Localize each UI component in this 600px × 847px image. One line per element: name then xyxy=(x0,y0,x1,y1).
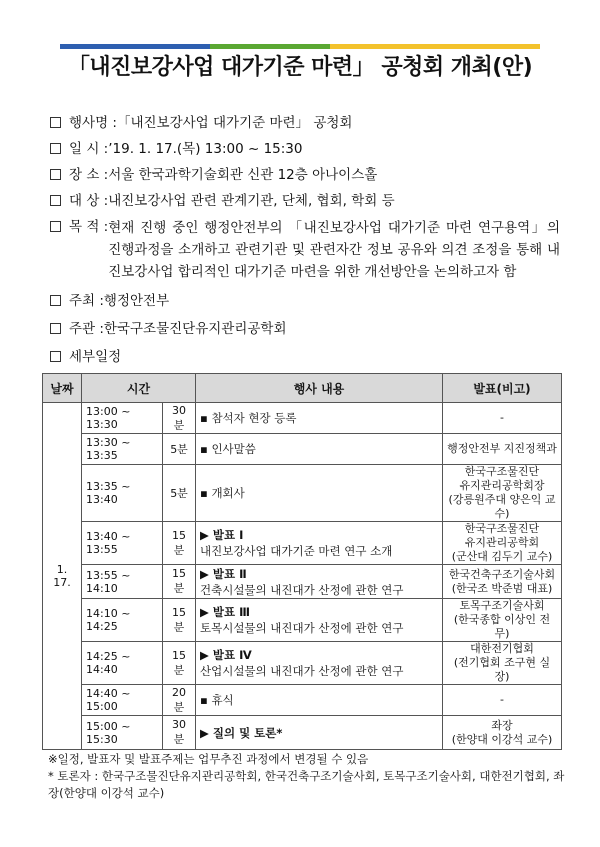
time-cell: 15:00 ~ 15:30 xyxy=(82,716,163,750)
checkbox-icon xyxy=(50,169,61,180)
note-cell: - xyxy=(443,685,562,716)
note-cell: - xyxy=(443,403,562,434)
duration-cell: 20분 xyxy=(163,685,196,716)
checkbox-icon xyxy=(50,117,61,128)
note-line: ※일정, 발표자 및 발표주제는 업무추진 과정에서 변경될 수 있음 xyxy=(48,752,369,766)
event-subtitle: 토목시설물의 내진대가 산정에 관한 연구 xyxy=(200,621,404,635)
table-row xyxy=(43,465,562,522)
title-accent-yellow xyxy=(330,44,540,49)
checkbox-icon xyxy=(50,221,61,232)
event-title: ▪ 인사말씀 xyxy=(200,442,256,456)
time-cell: 13:30 ~ 13:35 xyxy=(82,434,163,465)
table-row xyxy=(43,565,562,599)
info-value: 내진보강사업 관련 관계기관, 단체, 협회, 학회 등 xyxy=(108,193,395,209)
event-title: ▶ 발표 Ⅳ xyxy=(200,648,252,662)
duration-cell: 15분 xyxy=(163,642,196,685)
event-cell xyxy=(196,403,443,434)
checkbox-icon xyxy=(50,195,61,206)
duration-cell: 5분 xyxy=(163,434,196,465)
info-value: 현재 진행 중인 행정안전부의 「내진보강사업 대가기준 마련 연구용역」의 진행과정을 소개하고 관련기관 및 관련자간 정보 공유와 의견 조정을 통해 내진보강사업 합리적인 대가기준 마련을 위한 개선방안을 논의하고자 함 xyxy=(108,220,560,280)
time-cell: 13:00 ~ 13:30 xyxy=(82,403,163,434)
info-row xyxy=(50,191,560,211)
checkbox-icon xyxy=(50,295,61,306)
note-cell: 좌장 (한양대 이강석 교수) xyxy=(443,716,562,750)
time-cell: 13:40 ~ 13:55 xyxy=(82,522,163,565)
note-cell: 한국구조물진단 유지관리공학회장 (강릉원주대 양은익 교수) xyxy=(443,465,562,522)
info-label: 대 상 : xyxy=(69,193,109,209)
event-title: ▶ 발표 Ⅱ xyxy=(200,566,247,581)
table-row xyxy=(43,599,562,642)
info-row xyxy=(50,291,560,311)
event-subtitle: 건축시설물의 내진대가 산정에 관한 연구 xyxy=(200,582,404,597)
table-row xyxy=(43,685,562,716)
header-date: 날짜 xyxy=(43,374,82,403)
title-accent-blue xyxy=(60,44,210,49)
header-time: 시간 xyxy=(82,374,196,403)
event-subtitle: 내진보강사업 대가기준 마련 연구 소개 xyxy=(200,544,393,558)
info-row xyxy=(50,165,560,185)
duration-cell: 5분 xyxy=(163,465,196,522)
event-title: ▶ 질의 및 토론* xyxy=(200,725,283,740)
header-event: 행사 내용 xyxy=(196,374,443,403)
event-title: ▪ 개회사 xyxy=(200,486,245,500)
event-title: ▶ 발표 Ⅲ xyxy=(200,605,250,619)
event-cell xyxy=(196,642,443,685)
time-cell: 14:40 ~ 15:00 xyxy=(82,685,163,716)
note-line: * 토론자 : 한국구조물진단유지관리공학회, 한국건축구조기술사회, 토목구조기술사회, 대한전기협회, 좌장(한양대 이강석 교수) xyxy=(48,769,565,800)
event-cell xyxy=(196,434,443,465)
note-cell: 대한전기협회 (전기협회 조구현 실장) xyxy=(443,642,562,685)
info-row xyxy=(50,113,560,133)
info-row xyxy=(50,217,560,283)
checkbox-icon xyxy=(50,143,61,154)
info-label: 세부일정 xyxy=(69,349,122,365)
header-note: 발표(비고) xyxy=(443,374,562,403)
info-label: 주최 : xyxy=(69,293,104,309)
table-row xyxy=(43,403,562,434)
info-label: 장 소 : xyxy=(69,167,109,183)
event-subtitle: 산업시설물의 내진대가 산정에 관한 연구 xyxy=(200,664,404,678)
duration-cell: 30분 xyxy=(163,716,196,750)
table-row xyxy=(43,434,562,465)
event-cell xyxy=(196,565,443,599)
info-label: 일 시 : xyxy=(69,141,109,157)
info-label: 행사명 : xyxy=(69,115,117,131)
note-cell: 한국구조물진단 유지관리공학회 (군산대 김두기 교수) xyxy=(443,522,562,565)
duration-cell: 15분 xyxy=(163,599,196,642)
date-cell: 1. 17. xyxy=(43,403,82,750)
info-row xyxy=(50,139,560,159)
info-value: 서울 한국과학기술회관 신관 12층 아나이스홀 xyxy=(108,167,378,183)
table-row xyxy=(43,716,562,750)
event-title: ▶ 발표 Ⅰ xyxy=(200,528,244,542)
note-cell: 토목구조기술사회 (한국종합 이상인 전무) xyxy=(443,599,562,642)
info-label: 목 적 : xyxy=(69,219,109,235)
info-value: ’19. 1. 17.(목) 13:00 ~ 15:30 xyxy=(108,141,303,157)
event-info xyxy=(50,113,560,367)
event-cell xyxy=(196,522,443,565)
info-label: 주관 : xyxy=(69,321,104,337)
event-cell xyxy=(196,465,443,522)
event-cell xyxy=(196,599,443,642)
info-value: 「내진보강사업 대가기준 마련」 공청회 xyxy=(116,115,353,131)
table-row xyxy=(43,522,562,565)
info-value: 행정안전부 xyxy=(103,293,170,309)
time-cell: 14:10 ~ 14:25 xyxy=(82,599,163,642)
info-row xyxy=(50,347,560,367)
title-accent-green xyxy=(210,44,330,49)
event-cell xyxy=(196,685,443,716)
table-row xyxy=(43,642,562,685)
duration-cell: 15분 xyxy=(163,522,196,565)
notes xyxy=(48,751,568,802)
checkbox-icon xyxy=(50,323,61,334)
event-cell xyxy=(196,716,443,750)
event-title: ▪ 참석자 현장 등록 xyxy=(200,411,297,425)
info-value: 한국구조물진단유지관리공학회 xyxy=(103,321,287,337)
checkbox-icon xyxy=(50,351,61,362)
duration-cell: 30분 xyxy=(163,403,196,434)
event-title: ▪ 휴식 xyxy=(200,693,234,707)
info-row xyxy=(50,319,560,339)
time-cell: 14:25 ~ 14:40 xyxy=(82,642,163,685)
note-cell: 한국건축구조기술사회 (한국조 박준범 대표) xyxy=(443,565,562,599)
time-cell: 13:55 ~ 14:10 xyxy=(82,565,163,599)
page-title: 「내진보강사업 대가기준 마련」 공청회 개최(안) xyxy=(67,55,533,80)
schedule-table xyxy=(42,373,562,750)
duration-cell: 15분 xyxy=(163,565,196,599)
note-cell: 행정안전부 지진정책과 xyxy=(443,434,562,465)
time-cell: 13:35 ~ 13:40 xyxy=(82,465,163,522)
